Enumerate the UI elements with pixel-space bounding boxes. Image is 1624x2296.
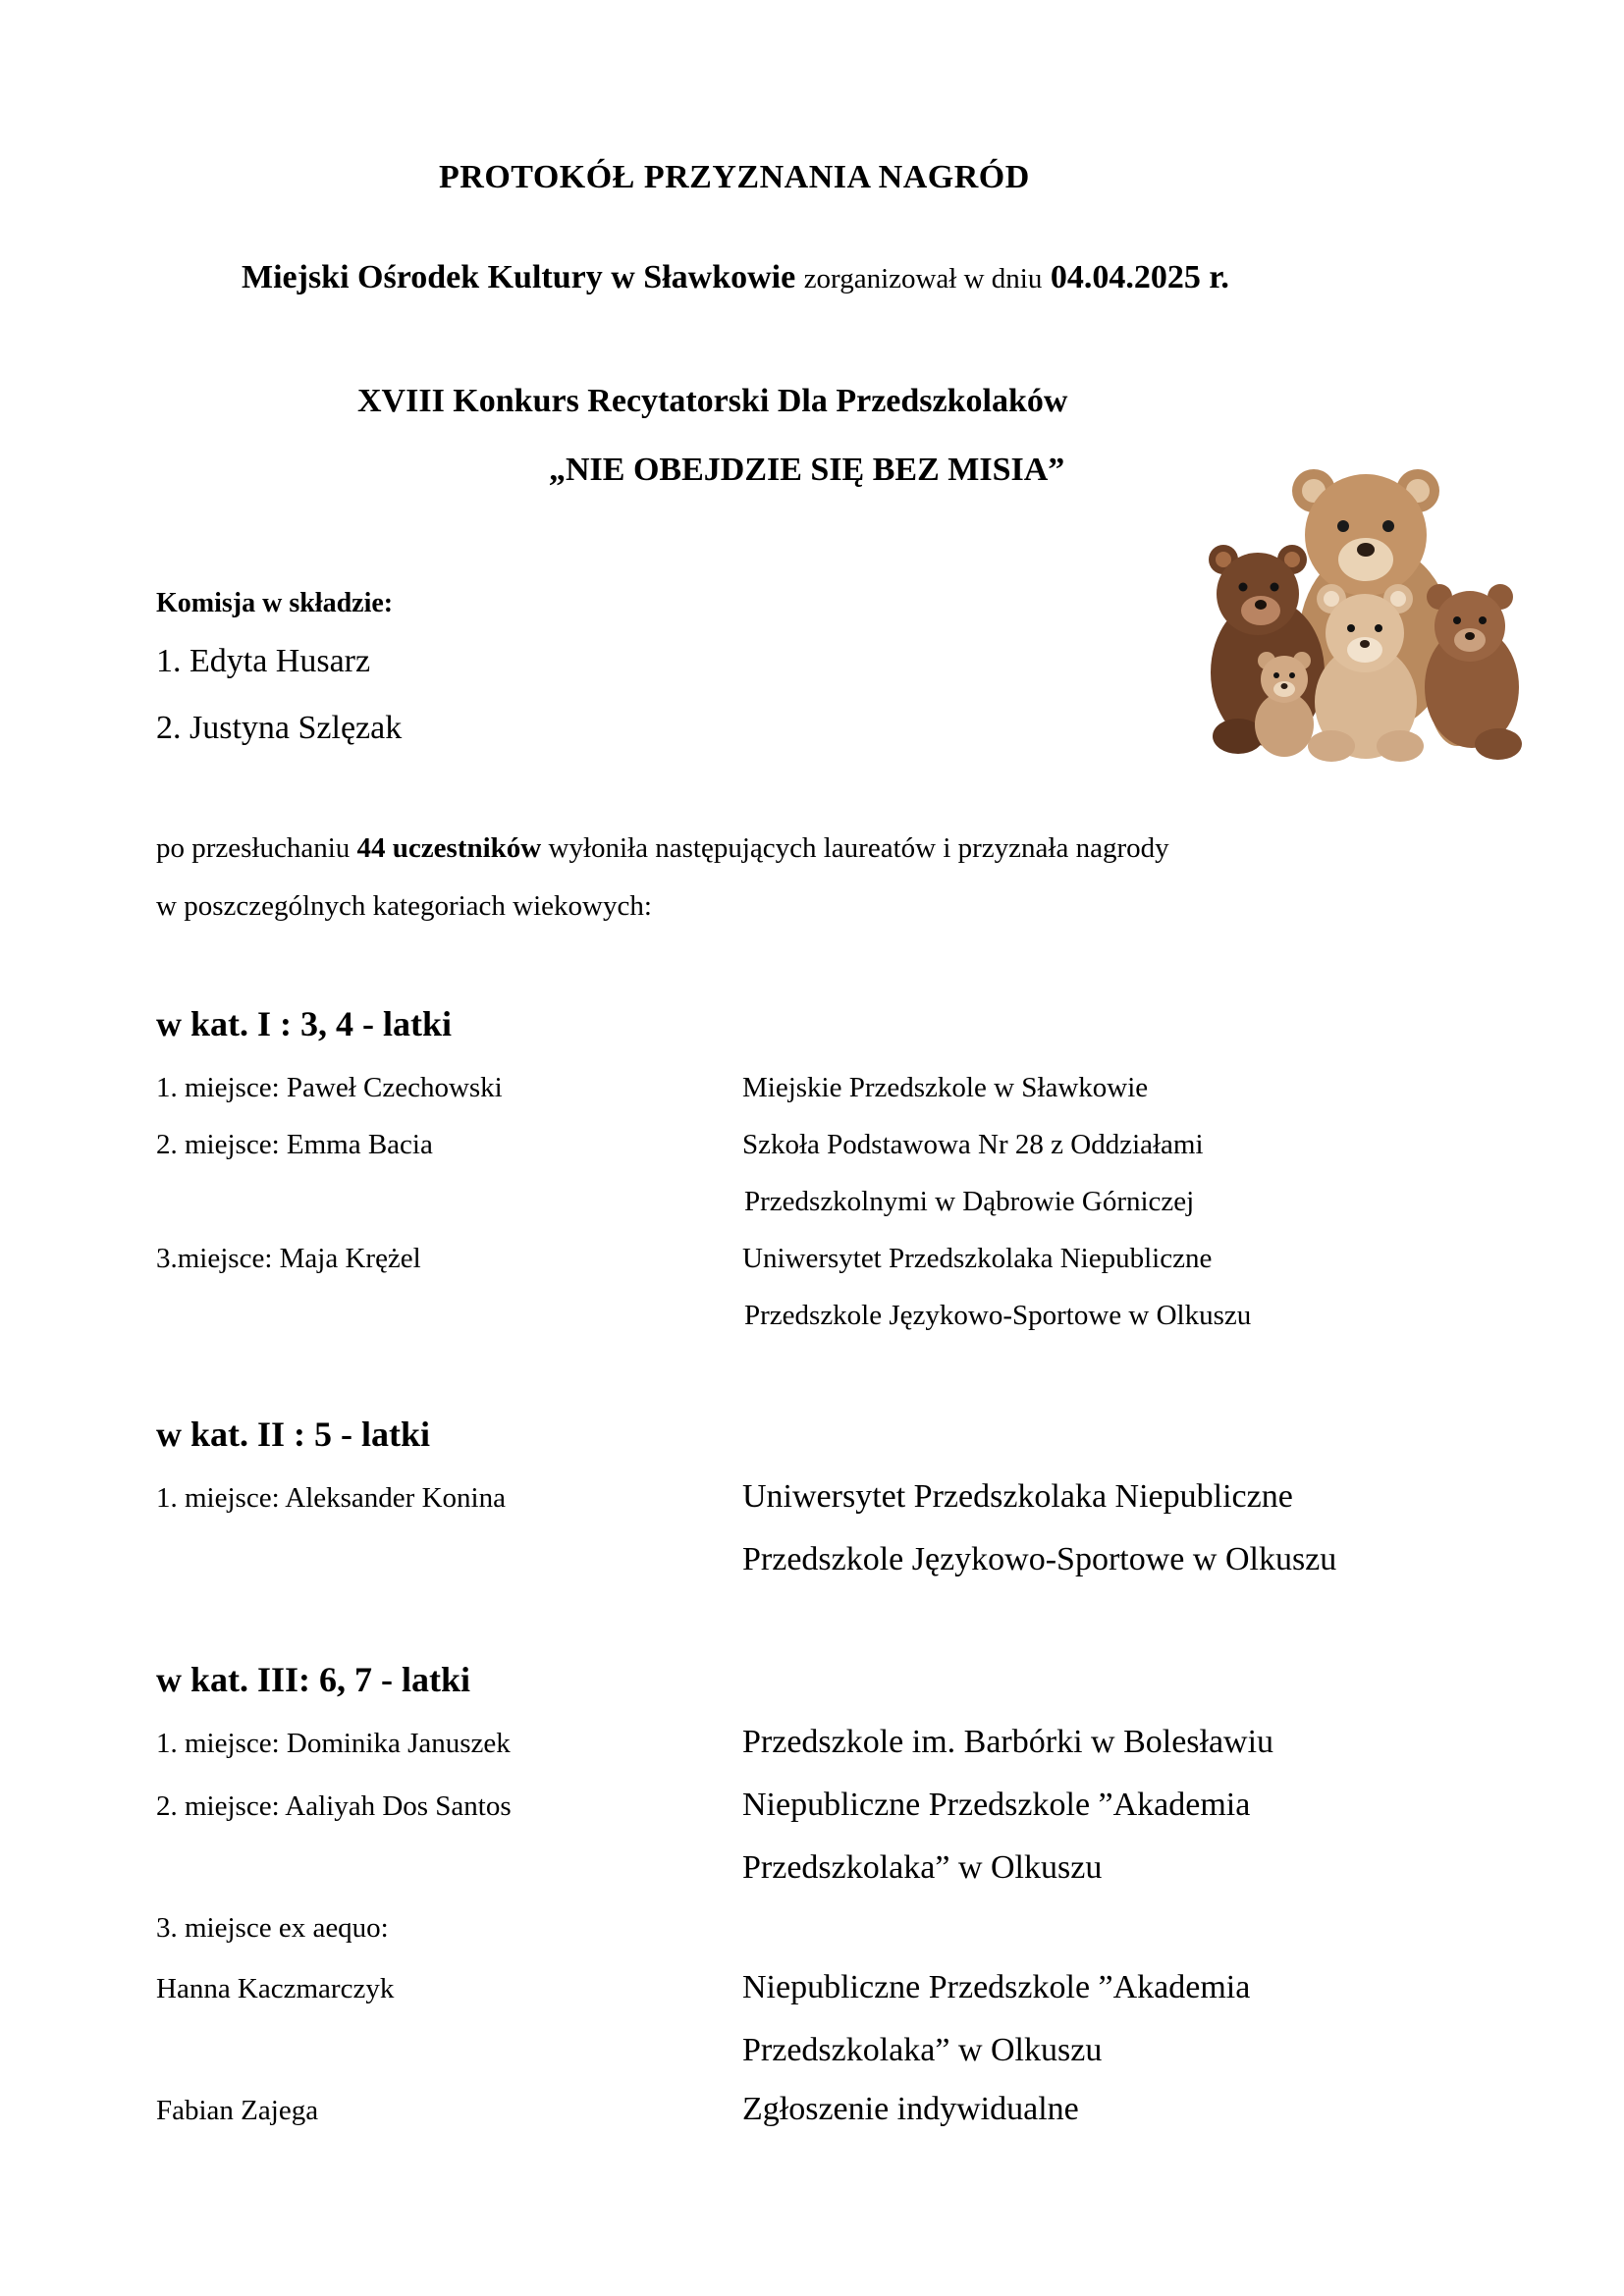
winner-school: Przedszkolnymi w Dąbrowie Górniczej	[744, 1186, 1195, 1217]
organized-text: zorganizował w dniu	[803, 263, 1043, 294]
winner-school: Przedszkolaka” w Olkuszu	[742, 1849, 1103, 1886]
winner-school: Przedszkolaka” w Olkuszu	[742, 2032, 1103, 2068]
winner-school: Zgłoszenie indywidualne	[742, 2091, 1079, 2127]
category-heading: w kat. I : 3, 4 - latki	[156, 1004, 453, 1043]
contest-name: XVIII Konkurs Recytatorski Dla Przedszkolaków	[357, 383, 1068, 419]
winner-place: 3. miejsce ex aequo:	[156, 1912, 389, 1944]
tiny-bear-icon	[1255, 652, 1314, 757]
winner-place: 1. miejsce: Paweł Czechowski	[156, 1072, 503, 1103]
winner-school: Szkoła Podstawowa Nr 28 z Oddziałami	[742, 1129, 1204, 1160]
commission-heading: Komisja w składzie:	[156, 588, 394, 618]
organizer-line	[242, 259, 1229, 296]
winner-place: 1. miejsce: Aleksander Konina	[156, 1482, 506, 1514]
teddy-bears-image	[1194, 461, 1530, 768]
winner-school: Miejskie Przedszkole w Sławkowie	[742, 1072, 1149, 1103]
event-date: 04.04.2025 r.	[1050, 259, 1229, 295]
winner-school: Niepubliczne Przedszkole ”Akademia	[742, 1787, 1251, 1823]
document-title: PROTOKÓŁ PRZYZNANIA NAGRÓD	[439, 159, 1030, 195]
winner-place: Hanna Kaczmarczyk	[156, 1973, 395, 2004]
intro-before: po przesłuchaniu	[156, 832, 357, 864]
winner-school: Uniwersytet Przedszkolaka Niepubliczne	[742, 1243, 1213, 1274]
category-heading: w kat. III: 6, 7 - latki	[156, 1660, 471, 1699]
winner-place: 3.miejsce: Maja Krężel	[156, 1243, 421, 1274]
intro-line-2: w poszczególnych kategoriach wiekowych:	[156, 890, 652, 922]
category-heading: w kat. II : 5 - latki	[156, 1415, 431, 1454]
contest-motto: „NIE OBEJDZIE SIĘ BEZ MISIA”	[549, 452, 1065, 488]
winner-school: Przedszkole Językowo-Sportowe w Olkuszu	[742, 1541, 1337, 1577]
participant-count: 44 uczestników	[356, 832, 542, 864]
winner-school: Uniwersytet Przedszkolaka Niepubliczne	[742, 1478, 1293, 1515]
winner-place: 2. miejsce: Aaliyah Dos Santos	[156, 1790, 512, 1822]
commission-member: 2. Justyna Szlęzak	[156, 710, 403, 746]
winner-school: Przedszkole Językowo-Sportowe w Olkuszu	[744, 1300, 1252, 1331]
commission-member: 1. Edyta Husarz	[156, 643, 371, 679]
intro-line-1	[156, 832, 1169, 865]
winner-school: Przedszkole im. Barbórki w Bolesławiu	[742, 1724, 1274, 1760]
organizer-name: Miejski Ośrodek Kultury w Sławkowie	[242, 259, 796, 295]
winner-place: Fabian Zajega	[156, 2095, 319, 2126]
intro-after: wyłoniła następujących laureatów i przyznała nagrody	[541, 832, 1169, 864]
light-bear-icon	[1308, 584, 1424, 762]
winner-place: 2. miejsce: Emma Bacia	[156, 1129, 433, 1160]
winner-place: 1. miejsce: Dominika Januszek	[156, 1728, 511, 1759]
winner-school: Niepubliczne Przedszkole ”Akademia	[742, 1969, 1251, 2005]
